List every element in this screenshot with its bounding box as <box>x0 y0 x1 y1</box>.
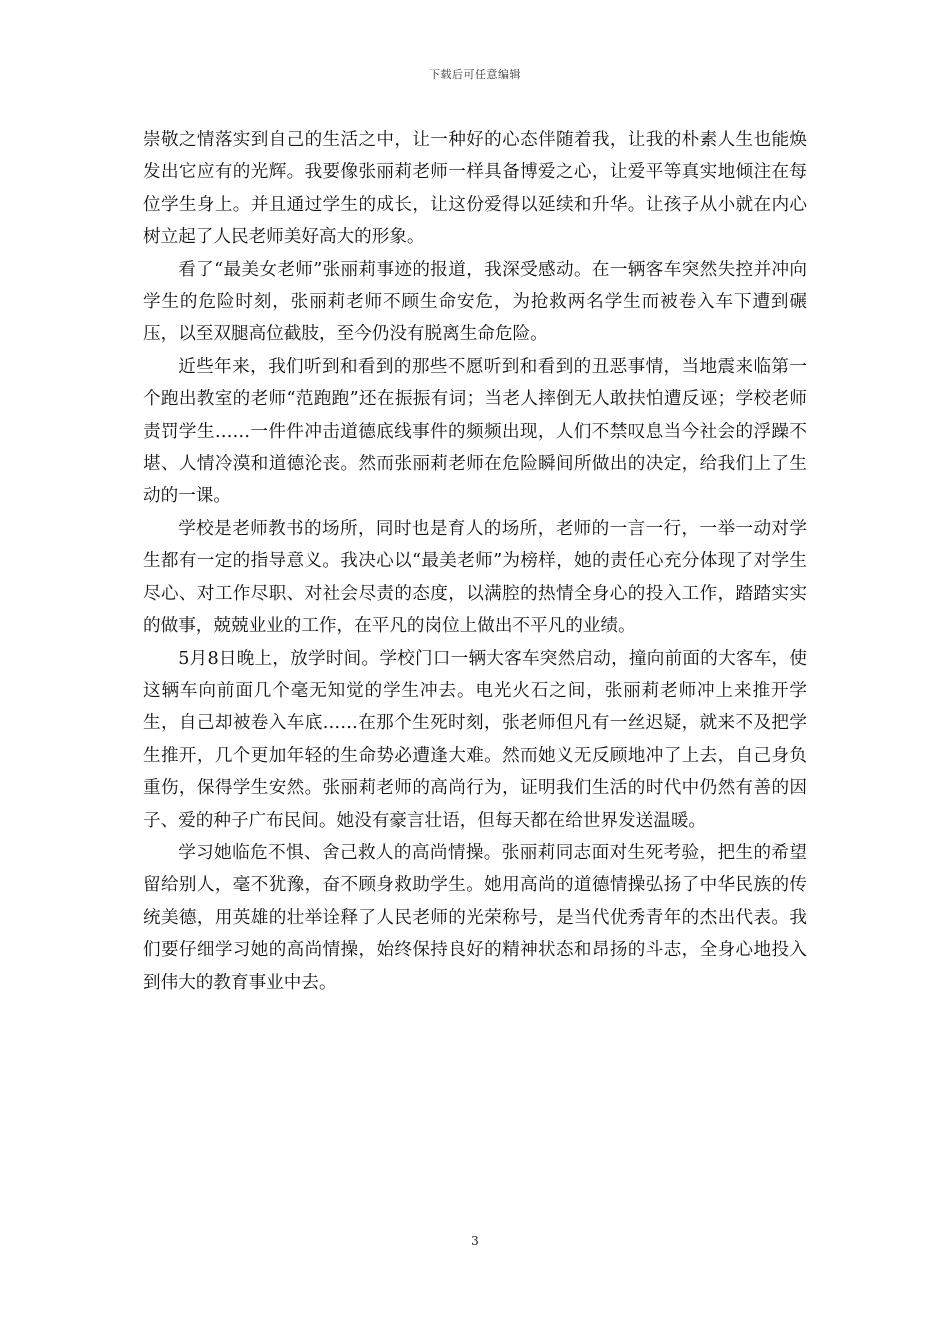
paragraph: 近些年来，我们听到和看到的那些不愿听到和看到的丑恶事情，当地震来临第一个跑出教室的老师“范跑跑”还在振振有词；当老人摔倒无人敢扶怕遭反诬；学校老师责罚学生……一件件冲击道德底线事件的频频出现，人们不禁叹息当今社会的浮躁不堪、人情冷漠和道德沦丧。然而张丽莉老师在危险瞬间所做出的决定，给我们上了生动的一课。 <box>143 356 807 507</box>
paragraph: 5月8日晚上，放学时间。学校门口一辆大客车突然启动，撞向前面的大客车，使这辆车向前面几个毫无知觉的学生冲去。电光火石之间，张丽莉老师冲上来推开学生，自己却被卷入车底……在那个生死时刻，张老师但凡有一丝迟疑，就来不及把学生推开，几个更加年轻的生命势必遭逢大难。然而她义无反顾地冲了上去，自己身负重伤，保得学生安然。张丽莉老师的高尚行为，证明我们生活的时代中仍然有善的因子、爱的种子广布民间。她没有豪言壮语，但每天都在给世界发送温暖。 <box>143 648 807 831</box>
page-header: 下载后可任意编辑 <box>429 68 521 81</box>
paragraph: 学校是老师教书的场所，同时也是育人的场所，老师的一言一行，一举一动对学生都有一定的指导意义。我决心以“最美老师”为榜样，她的责任心充分体现了对学生尽心、对工作尽职、对社会尽责的态度，以满腔的热情全身心的投入工作，踏踏实实的做事，兢兢业业的工作，在平凡的岗位上做出不平凡的业绩。 <box>143 518 807 637</box>
paragraph: 学习她临危不惧、舍己救人的高尚情操。张丽莉同志面对生死考验，把生的希望留给别人，毫不犹豫，奋不顾身救助学生。她用高尚的道德情操弘扬了中华民族的传统美德，用英雄的壮举诠释了人民老师的光荣称号，是当代优秀青年的杰出代表。我们要仔细学习她的高尚情操，始终保持良好的精神状态和昂扬的斗志，全身心地投入到伟大的教育事业中去。 <box>143 842 807 993</box>
document-body <box>143 124 807 999</box>
paragraph: 看了“最美女老师”张丽莉事迹的报道，我深受感动。在一辆客车突然失控并冲向学生的危险时刻，张丽莉老师不顾生命安危，为抢救两名学生而被卷入车下遭到碾压，以至双腿高位截肢，至今仍没有脱离生命危险。 <box>143 259 807 345</box>
page-number: 3 <box>471 1234 479 1248</box>
paragraph-continued: 崇敬之情落实到自己的生活之中，让一种好的心态伴随着我，让我的朴素人生也能焕发出它应有的光辉。我要像张丽莉老师一样具备博爱之心，让爱平等真实地倾注在每位学生身上。并且通过学生的成长，让这份爱得以延续和升华。让孩子从小就在内心树立起了人民老师美好高大的形象。 <box>143 130 807 248</box>
